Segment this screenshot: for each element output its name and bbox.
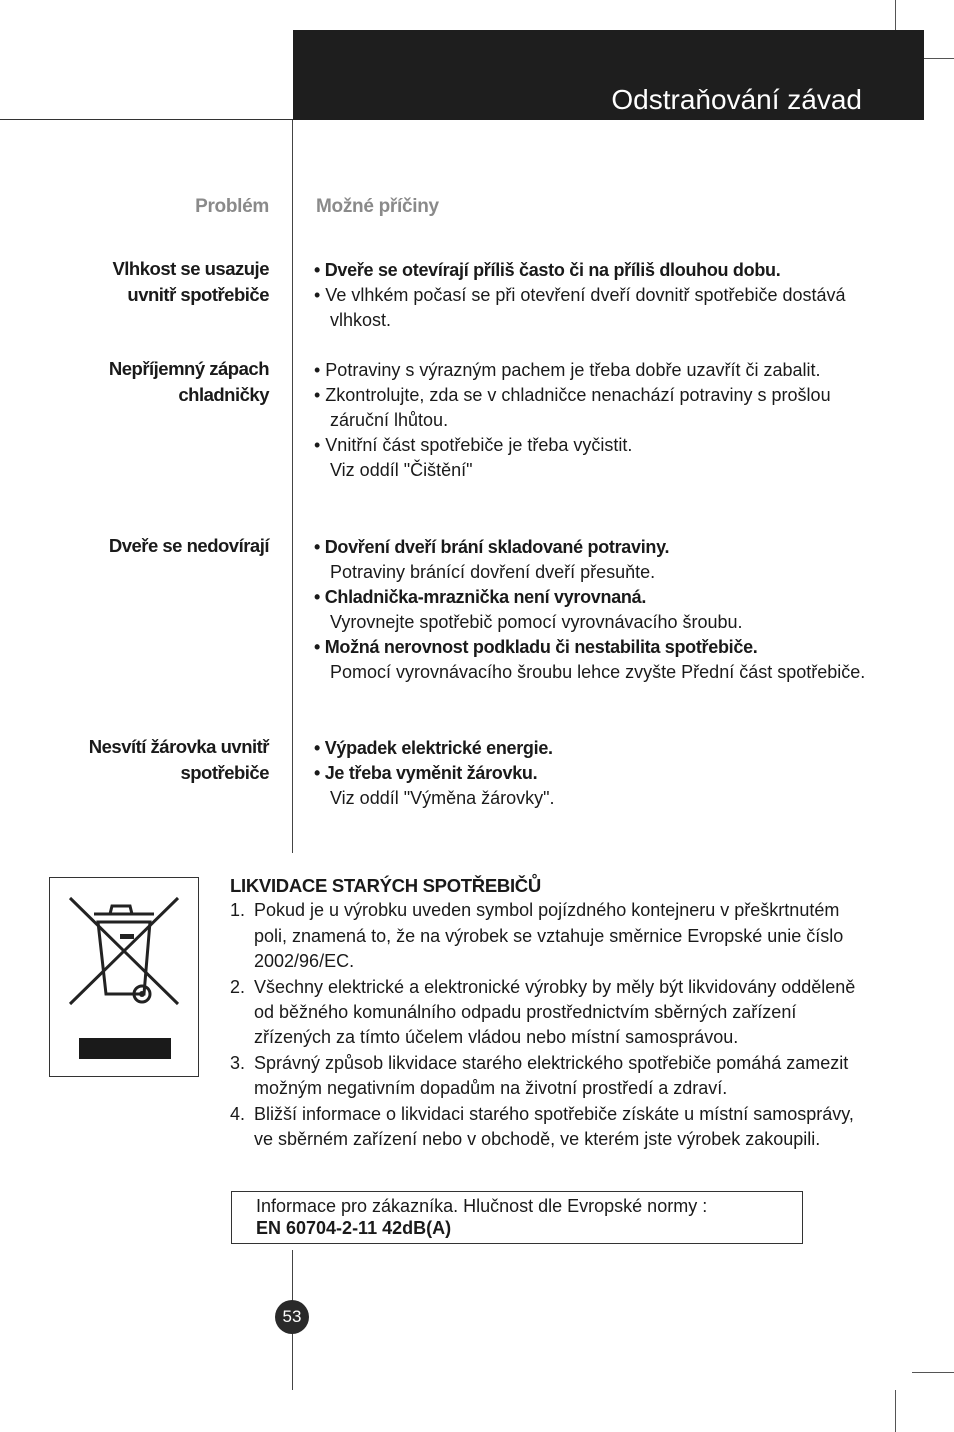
problem-door	[109, 533, 269, 559]
problem-line: Nepříjemný zápach	[108, 358, 269, 379]
causes-humidity	[314, 258, 874, 333]
problem-line: uvnitř spotřebiče	[127, 284, 269, 305]
cause-item: • Zkontrolujte, zda se v chladničce nenachází potraviny s prošlou záruční lhůtou.	[314, 385, 831, 430]
header-rule	[0, 119, 293, 120]
cause-item: • Je třeba vyměnit žárovku.	[314, 763, 538, 783]
problem-humidity	[112, 256, 269, 308]
cause-item: Viz oddíl "Čištění"	[330, 460, 473, 480]
cause-item: Viz oddíl "Výměna žárovky".	[330, 788, 555, 808]
list-item-text: Všechny elektrické a elektronické výrobky by měly být likvidovány odděleně od běžného komunálního odpadu prostřednictvím sběrných zařízení zřízených za tímto účelem vládou nebo místní samosprávou.	[254, 976, 856, 1048]
noise-standard: EN 60704-2-11 42dB(A)	[256, 1218, 452, 1238]
list-item-number: 3.	[230, 1052, 246, 1073]
cause-item: Pomocí vyrovnávacího šroubu lehce zvyšte Přední část spotřebiče.	[330, 662, 866, 682]
list-item	[230, 898, 870, 974]
cause-item: • Dovření dveří brání skladované potraviny.	[314, 537, 670, 557]
disposal-title: LIKVIDACE STARÝCH SPOTŘEBIČŮ	[230, 875, 541, 896]
cause-item: • Vnitřní část spotřebiče je třeba vyčistit.	[314, 435, 633, 455]
crop-mark-right-upper	[924, 58, 954, 59]
disposal-section	[230, 873, 870, 1152]
causes-bulb	[314, 736, 874, 811]
cause-item: • Chladnička-mraznička není vyrovnaná.	[314, 587, 647, 607]
problem-line: chladničky	[178, 384, 269, 405]
weee-symbol-box	[49, 877, 199, 1077]
crop-mark-right-lower	[912, 1372, 954, 1373]
causes-column-heading: Možné příčiny	[316, 196, 439, 217]
crop-mark-bottom-right	[895, 1390, 896, 1432]
problem-bulb	[89, 734, 269, 786]
list-item	[230, 1051, 870, 1102]
crop-mark-top-right	[895, 0, 896, 30]
page-number: 53	[275, 1300, 309, 1334]
cause-item: • Potraviny s výrazným pachem je třeba dobře uzavřít či zabalit.	[314, 360, 821, 380]
list-item-text: Bližší informace o likvidaci starého spotřebiče získáte u místní samosprávy, ve sběrném zařízení nebo v obchodě, ve kterém jste výrobek zakoupili.	[254, 1103, 854, 1150]
list-item-number: 2.	[230, 976, 246, 997]
list-item-number: 4.	[230, 1103, 246, 1124]
causes-door	[314, 535, 874, 685]
problem-line: Nesvítí žárovka uvnitř	[88, 736, 269, 757]
problem-line: spotřebiče	[180, 762, 269, 783]
cause-item: Potraviny bránící dovření dveří přesuňte.	[330, 562, 656, 582]
problem-odor	[109, 356, 269, 408]
problem-line: Dveře se nedovírají	[108, 535, 269, 556]
column-divider	[292, 120, 293, 853]
problem-line: Vlhkost se usazuje	[112, 258, 269, 279]
cause-item: • Dveře se otevírají příliš často či na příliš dlouhou dobu.	[314, 260, 781, 280]
cause-item: • Výpadek elektrické energie.	[314, 738, 553, 758]
page-title: Odstraňování závad	[611, 84, 862, 115]
list-item-text: Pokud je u výrobku uveden symbol pojízdného kontejneru v přeškrtnutém poli, znamená to, že na výrobek se vztahuje směrnice Evropské unie číslo 2002/96/EC.	[254, 900, 844, 972]
list-item	[230, 975, 870, 1051]
header-bar	[293, 30, 924, 120]
customer-info-box	[231, 1191, 803, 1244]
list-item	[230, 1102, 870, 1153]
disposal-list	[230, 898, 870, 1152]
problem-column-heading: Problém	[195, 196, 269, 217]
crossed-out-wheelie-bin-icon	[50, 878, 198, 1076]
causes-odor	[314, 358, 874, 483]
list-item-number: 1.	[230, 900, 246, 921]
cause-item: • Ve vlhkém počasí se při otevření dveří dovnitř spotřebiče dostává vlhkost.	[314, 285, 846, 330]
cause-item: • Možná nerovnost podkladu či nestabilita spotřebiče.	[314, 637, 758, 657]
info-text: Informace pro zákazníka. Hlučnost dle Evropské normy :	[256, 1196, 708, 1216]
cause-item: Vyrovnejte spotřebič pomocí vyrovnávacího šroubu.	[330, 612, 743, 632]
list-item-text: Správný způsob likvidace starého elektrického spotřebiče pomáhá zamezit možným negativním dopadům na životní prostředí a zdraví.	[254, 1052, 849, 1099]
